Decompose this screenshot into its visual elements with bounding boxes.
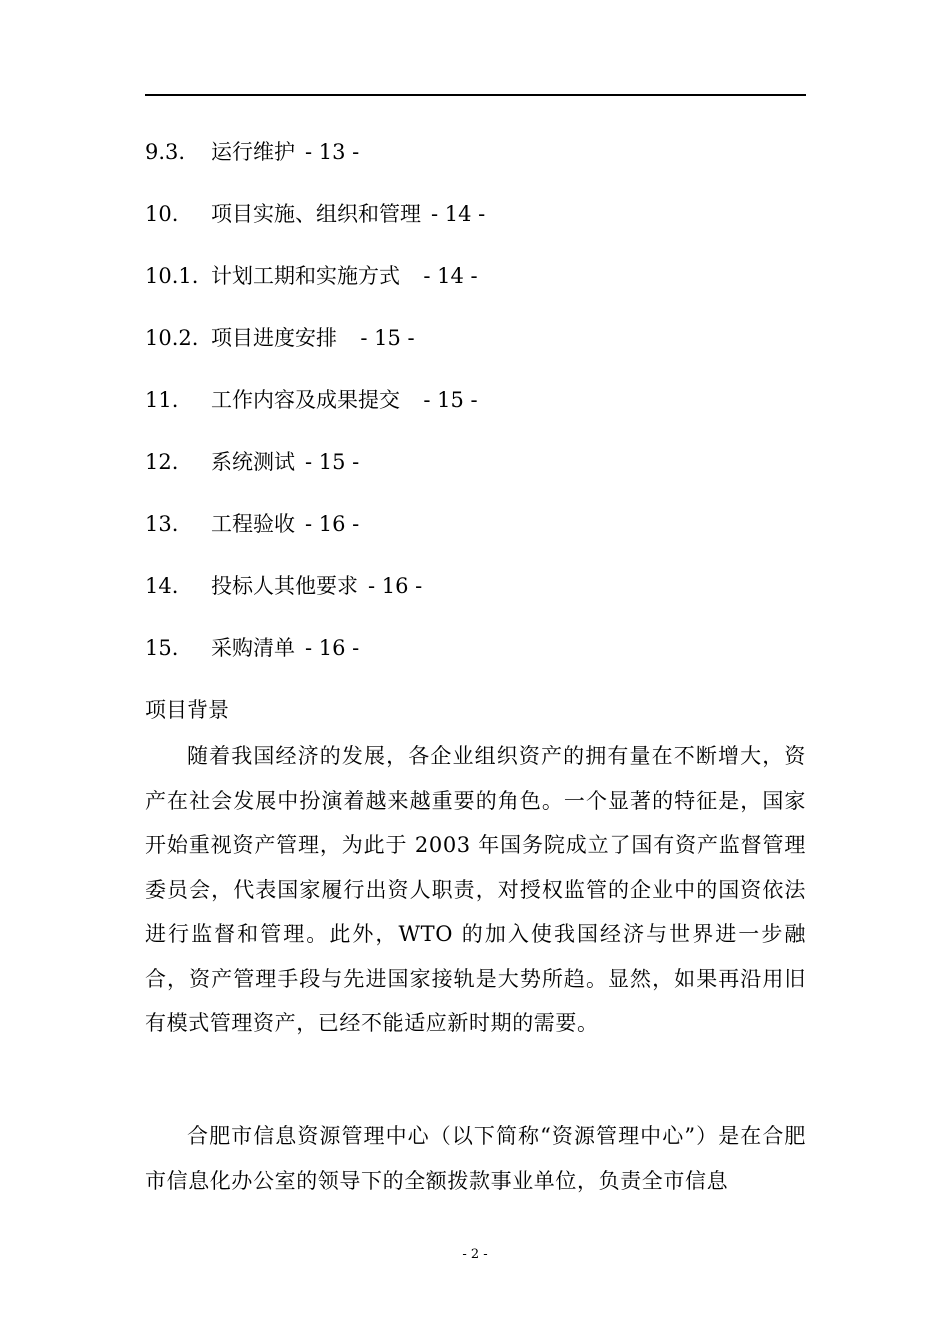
toc-entry-label (211, 629, 359, 667)
toc-entry[interactable] (145, 133, 806, 195)
toc-entry[interactable] (145, 629, 806, 691)
toc-entry-page: - 16 - (305, 636, 360, 660)
toc-entry-label (211, 133, 359, 171)
toc-entry-page: - 15 - (305, 450, 360, 474)
toc-entry-page: - 15 - (410, 388, 478, 412)
toc-entry[interactable] (145, 505, 806, 567)
toc-entry-label (211, 319, 415, 357)
page-number: - 2 - (462, 1247, 488, 1262)
toc-entry-title: 系统测试 (211, 450, 295, 474)
toc-entry-label (211, 381, 478, 419)
toc-entry-label (211, 195, 485, 233)
table-of-contents (145, 133, 806, 691)
toc-entry[interactable] (145, 195, 806, 257)
toc-entry[interactable] (145, 443, 806, 505)
body-paragraph: 随着我国经济的发展，各企业组织资产的拥有量在不断增大，资产在社会发展中扮演着越来越重要的角色。一个显著的特征是，国家开始重视资产管理，为此于 2003 年国务院成立了国有资产监督管理委员会，代表国家履行出资人职责，对授权监管的企业中的国资依法进行监督和管理。此外，WTO 的加入使我国经济与世界进一步融合，资产管理手段与先进国家接轨是大势所趋。显然，如果再沿用旧有模式管理资产，已经不能适应新时期的需要。 (145, 744, 806, 1035)
toc-entry-title: 项目进度安排 (211, 326, 337, 350)
toc-entry-label (211, 567, 422, 605)
toc-entry-page: - 15 - (347, 326, 415, 350)
toc-entry-number: 10. (145, 202, 179, 226)
toc-entry-number: 14. (145, 574, 179, 598)
toc-entry-number: 15. (145, 636, 179, 660)
toc-entry-page: - 14 - (431, 202, 486, 226)
toc-entry[interactable] (145, 319, 806, 381)
body-paragraph: 合肥市信息资源管理中心（以下简称“资源管理中心”）是在合肥市信息化办公室的领导下的全额拨款事业单位，负责全市信息 (145, 1124, 806, 1193)
toc-entry[interactable] (145, 567, 806, 629)
toc-entry-number: 9.3. (145, 140, 186, 164)
toc-entry-title: 计划工期和实施方式 (211, 264, 400, 288)
toc-entry-page: - 16 - (368, 574, 423, 598)
toc-entry-label (211, 443, 359, 481)
toc-entry-title: 运行维护 (211, 140, 295, 164)
toc-entry-title: 工程验收 (211, 512, 295, 536)
toc-entry-label (211, 505, 359, 543)
toc-entry-label (211, 257, 478, 295)
toc-entry[interactable] (145, 381, 806, 443)
header-rule (145, 94, 806, 96)
toc-entry-number: 13. (145, 512, 179, 536)
toc-entry-number: 10.1. (145, 264, 199, 288)
toc-entry[interactable] (145, 257, 806, 319)
toc-entry-page: - 13 - (305, 140, 360, 164)
toc-entry-title: 工作内容及成果提交 (211, 388, 400, 412)
toc-entry-page: - 14 - (410, 264, 478, 288)
toc-entry-number: 12. (145, 450, 179, 474)
toc-entry-number: 11. (145, 388, 179, 412)
toc-entry-title: 投标人其他要求 (211, 574, 358, 598)
toc-entry-title: 项目实施、组织和管理 (211, 202, 421, 226)
toc-entry-title: 采购清单 (211, 636, 295, 660)
section-heading: 项目背景 (145, 698, 229, 722)
toc-entry-number: 10.2. (145, 326, 199, 350)
toc-entry-page: - 16 - (305, 512, 360, 536)
